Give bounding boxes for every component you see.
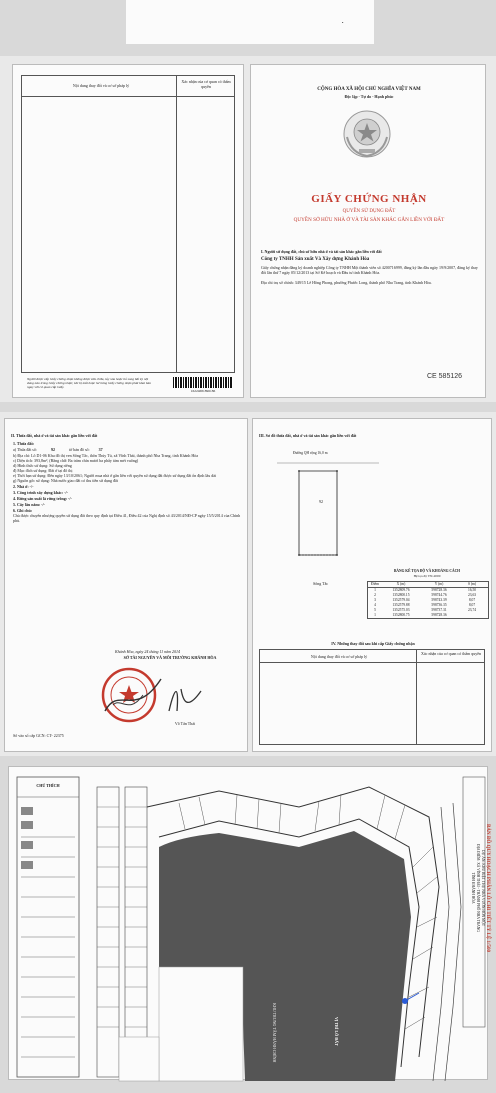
construction-line: 3. Công trình xây dựng khác: -/- bbox=[13, 490, 68, 495]
changes-table-divider bbox=[176, 76, 177, 372]
issue-date: Khánh Hòa, ngày 24 tháng 11 năm 2014 bbox=[115, 649, 181, 654]
owner-address: Địa chỉ trụ sở chính: 349/15 Lê Hồng Phong, phường Phước Long, thành phố Nha Trang, tỉnh Khánh Hòa. bbox=[261, 280, 432, 285]
land-heading: 1. Thửa đất: bbox=[13, 441, 35, 446]
coordinate-cell-y: 598744.76 bbox=[431, 593, 447, 597]
certificate-title: GIẤY CHỨNG NHẬN bbox=[311, 193, 427, 205]
cover-right-half bbox=[250, 64, 486, 398]
coordinate-header-point: Điểm bbox=[371, 582, 379, 586]
coordinate-cell-s bbox=[458, 613, 486, 618]
barcode-number: 16224681896186 bbox=[190, 389, 216, 393]
map-number: 37 bbox=[98, 447, 103, 452]
land-origin: g) Nguồn gốc sử dụng: Nhà nước giao đất có thu tiền sử dụng đất bbox=[13, 478, 118, 483]
coordinate-cell-x: 1352800.75 bbox=[392, 613, 410, 617]
inside-left-half bbox=[4, 418, 248, 752]
map-label: tờ bản đồ số: bbox=[68, 447, 90, 452]
lot-location-label: VỊ TRÍ LÔ ĐẤT bbox=[334, 1017, 339, 1046]
coordinate-cell-point: 3 bbox=[374, 598, 376, 602]
coordinate-cell-s: 16,50 bbox=[467, 588, 477, 592]
coordinate-cell-point: 1 bbox=[374, 588, 376, 592]
changes-table-col1: Nội dung thay đổi và cơ sở pháp lý bbox=[72, 83, 130, 88]
land-area: c) Diện tích: 393,8m², (Bằng chữ: Ba trăm chín mươi ba phẩy tám mét vuông) bbox=[13, 458, 139, 463]
house-line: 2. Nhà ở: -/- bbox=[13, 484, 34, 489]
cover-footnote: Người được cấp Giấy chứng nhận không được sửa chữa, tẩy xóa hoặc bổ sung bất kỳ nội dung nào trong Giấy chứng nhận; khi bị mất hoặc hư hỏng Giấy chứng nhận phải khai báo ngay với cơ quan cấp Giấy. bbox=[27, 377, 151, 389]
coordinate-cell-x: 1352579.88 bbox=[392, 603, 410, 607]
map-vertical-title-sub3: TỈNH KHÁNH HÒA bbox=[471, 872, 475, 904]
changes-table bbox=[21, 75, 235, 373]
coordinate-cell-x: 1352800.15 bbox=[392, 593, 410, 597]
coordinate-cell-y: 598736.35 bbox=[431, 603, 447, 607]
coordinate-header-y: Y (m) bbox=[434, 582, 444, 586]
section-1-heading: I. Người sử dụng đất, chủ sở hữu nhà ở và tài sản khác gắn liền với đất bbox=[261, 249, 382, 254]
coordinate-cell-s: 23,63 bbox=[467, 593, 477, 597]
after-issue-col1: Nội dung thay đổi và cơ sở pháp lý bbox=[310, 654, 368, 659]
map-vertical-title-main: BẢN ĐỒ QUY HOẠCH PHÂN LÔ CHI TIẾT TỶ LỆ 1/500 bbox=[485, 824, 490, 952]
coordinate-cell-point: 4 bbox=[374, 603, 376, 607]
section-2-heading: II. Thửa đất, nhà ở và tài sản khác gắn liền với đất bbox=[11, 433, 98, 438]
coordinate-cell-point: 5 bbox=[374, 608, 376, 612]
signature-icon bbox=[165, 681, 205, 715]
changes-table-header-line bbox=[22, 96, 234, 97]
after-issue-divider bbox=[416, 650, 417, 744]
coordinate-cell-x: 1352579.04 bbox=[392, 598, 410, 602]
owner-details: Giấy chứng nhận đăng ký doanh nghiệp Công ty TNHH Một thành viên số 4200716999, đăng ký lần đầu ngày 19/9/2007, đăng ký thay đổi lần thứ 7 ngày 05/12/2013 tại Sở Kế hoạch và Đầu tư tỉnh Khánh Hòa. bbox=[261, 265, 478, 275]
coordinate-cell-s: 8,07 bbox=[468, 603, 476, 607]
registry-entry: Số vào sổ cấp GCN: CT- 22375 bbox=[13, 733, 64, 738]
coordinate-cell-s: 23,74 bbox=[467, 608, 477, 612]
certificate-subtitle-2: QUYỀN SỞ HỮU NHÀ Ở VÀ TÀI SẢN KHÁC GẮN LIỀN VỚI ĐẤT bbox=[293, 217, 445, 223]
changes-table-col2: Xác nhận của cơ quan có thẩm quyền bbox=[181, 79, 231, 89]
coordinate-cell-y: 598728.36 bbox=[431, 613, 447, 617]
coordinate-cell-point: 2 bbox=[374, 593, 376, 597]
lower-zone-label: KHU TRUNG TÂM HÀNH CHÍNH bbox=[272, 1003, 277, 1063]
coordinate-cell-x: 1352809.76 bbox=[392, 588, 410, 592]
after-issue-table bbox=[259, 649, 485, 745]
coordinate-cell-point: 1 bbox=[374, 613, 376, 617]
coordinate-cell-y: 598743.39 bbox=[431, 598, 447, 602]
river-label: Sông Tắc bbox=[313, 581, 329, 586]
barcode-icon bbox=[173, 377, 233, 388]
parcel-label: a) Thửa đất số: bbox=[13, 447, 37, 452]
serial-number: CE 585126 bbox=[427, 373, 463, 380]
land-use-purpose: đ) Mục đích sử dụng: Đất ở tại đô thị bbox=[13, 468, 73, 473]
certificate-cover-page bbox=[0, 56, 496, 402]
planning-map-page bbox=[8, 766, 488, 1080]
land-use-form: d) Hình thức sử dụng: Sử dụng riêng bbox=[13, 463, 72, 468]
section-4-heading: IV. Những thay đổi sau khi cấp Giấy chứng nhận bbox=[331, 641, 415, 646]
after-issue-header-line bbox=[260, 662, 484, 663]
coordinate-table-title: BẢNG KÊ TỌA ĐỘ VÀ KHOẢNG CÁCH bbox=[394, 569, 460, 573]
land-details bbox=[13, 453, 241, 523]
forest-line: 4. Rừng sản xuất là rừng trồng: -/- bbox=[13, 496, 72, 501]
certificate-inside-page bbox=[0, 412, 496, 756]
coordinate-cell-y: 598728.36 bbox=[431, 588, 447, 592]
map-legend-title: CHÚ THÍCH bbox=[36, 783, 60, 788]
coordinate-header-x: X (m) bbox=[396, 582, 406, 586]
state-emblem-icon bbox=[339, 109, 395, 159]
official-seal-icon bbox=[99, 665, 163, 727]
land-use-term: e) Thời hạn sử dụng: Đến ngày 13/10/2061; Người mua nhà ở gắn liền với quyền sử dụng đất được sử dụng đất ổn định lâu dài bbox=[13, 473, 217, 478]
perennial-line: 5. Cây lâu năm: -/- bbox=[13, 502, 45, 507]
coordinate-cell-x: 1352575.03 bbox=[392, 608, 410, 612]
coordinate-table-subtitle: Hệ tọa độ VN-2000 bbox=[413, 574, 441, 578]
coordinate-table bbox=[367, 581, 489, 619]
parcel-line bbox=[13, 447, 243, 452]
planning-map-drawing bbox=[9, 767, 489, 1081]
notes-heading: 6. Ghi chú: bbox=[13, 508, 33, 513]
republic-motto: Độc lập - Tự do - Hạnh phúc bbox=[344, 94, 394, 99]
top-strip-mark: • bbox=[342, 20, 344, 25]
inside-right-half bbox=[252, 418, 492, 752]
parcel-diagram-tag: 92 bbox=[319, 499, 323, 504]
cover-left-half bbox=[12, 64, 244, 398]
coordinate-table-body bbox=[368, 588, 488, 618]
top-paper-strip bbox=[126, 0, 374, 44]
coordinate-cell-y: 598737.31 bbox=[431, 608, 447, 612]
issuing-department: SỞ TÀI NGUYÊN VÀ MÔI TRƯỜNG KHÁNH HÒA bbox=[123, 655, 217, 660]
road-label: Đường QH rộng 16,0 m bbox=[293, 451, 328, 455]
map-vertical-title-sub1: DỰ ÁN: KHU BIỆT THỰ NHÀ VƯỜN HÒN MỘT bbox=[481, 849, 485, 927]
republic-heading: CỘNG HÒA XÃ HỘI CHỦ NGHĨA VIỆT NAM bbox=[317, 87, 421, 92]
coordinate-header-s: S (m) bbox=[467, 582, 477, 586]
parcel-diagram bbox=[273, 451, 383, 561]
map-vertical-title-sub2: ĐỊA ĐIỂM: XÃ VĨNH THÁI - THÀNH PHỐ NHA TRANG bbox=[476, 844, 480, 932]
land-address: b) Địa chỉ: Lô D1-06 Khu đô thị ven Sông Tắc, thôn Thủy Tú, xã Vĩnh Thái, thành phố Nha Trang, tỉnh Khánh Hòa bbox=[13, 453, 199, 458]
after-issue-col2: Xác nhận của cơ quan có thẩm quyền bbox=[421, 651, 481, 656]
coordinate-cell-s: 8,07 bbox=[468, 598, 476, 602]
owner-name: Công ty TNHH Sản xuất Và Xây dựng Khánh Hòa bbox=[261, 257, 370, 262]
signer-name: Võ Tấn Thái bbox=[174, 721, 196, 726]
section-3-heading: III. Sơ đồ thửa đất, nhà ở và tài sản khác gắn liền với đất bbox=[259, 433, 357, 438]
parcel-number: 92 bbox=[50, 447, 55, 452]
coordinate-row bbox=[368, 613, 488, 618]
map-vertical-title bbox=[468, 773, 490, 1003]
certificate-subtitle-1: QUYỀN SỬ DỤNG ĐẤT bbox=[342, 209, 396, 214]
notes-text: Chủ được chuyển nhượng quyền sử dụng đất theo quy định tại Điều 41, Điều 42 của Nghị định số 43/2014/NĐ-CP ngày 15/5/2014 của Chính phủ. bbox=[13, 513, 241, 523]
